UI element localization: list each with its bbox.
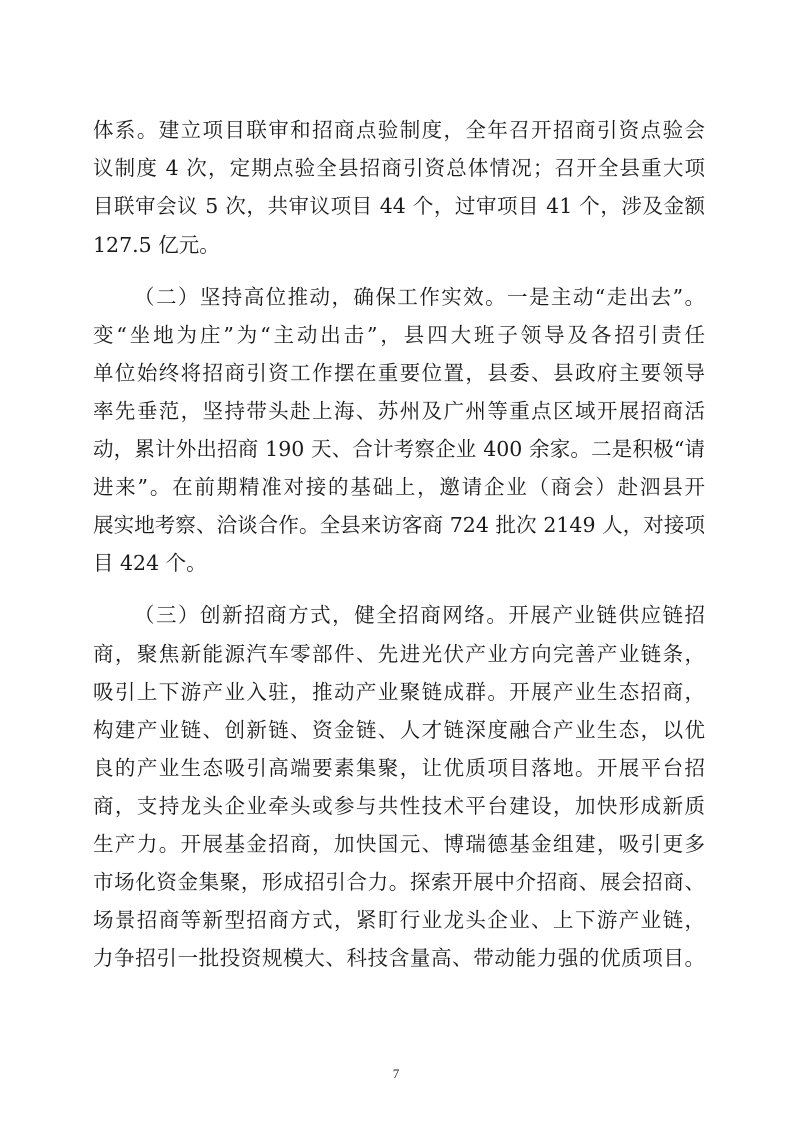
body-text-line: 展实地考察、洽谈合作。全县来访客商 724 批次 2149 人，对接项 [93, 513, 705, 537]
body-text-line: 生产力。开展基金招商，加快国元、博瑞德基金组建，吸引更多 [93, 832, 705, 856]
body-text-line: 动，累计外出招商 190 天、合计考察企业 400 余家。二是积极“请 [93, 437, 705, 461]
body-text-line: 率先垂范，坚持带头赴上海、苏州及广州等重点区域开展招商活 [93, 399, 705, 423]
body-text-line: 体系。建立项目联审和招商点验制度，全年召开招商引资点验会 [93, 118, 705, 142]
body-text-line: 市场化资金集聚，形成招引合力。探索开展中介招商、展会招商、 [93, 870, 705, 894]
body-text-line: 变“坐地为庄”为“主动出击”，县四大班子领导及各招引责任 [93, 323, 705, 347]
body-text-line: 进来”。在前期精准对接的基础上，邀请企业（商会）赴泗县开 [93, 475, 705, 499]
body-text-line: 力争招引一批投资规模大、科技含量高、带动能力强的优质项目。 [93, 946, 705, 970]
section-heading-line: （二）坚持高位推动，确保工作实效。一是主动“走出去”。 [134, 285, 705, 309]
body-text-line: 吸引上下游产业入驻，推动产业聚链成群。开展产业生态招商， [93, 680, 705, 704]
body-text-line: 商，支持龙头企业牵头或参与共性技术平台建设，加快形成新质 [93, 794, 705, 818]
section-heading-line: （三）创新招商方式，健全招商网络。开展产业链供应链招 [134, 603, 705, 627]
body-text-line: 议制度 4 次，定期点验全县招商引资总体情况；召开全县重大项 [93, 156, 705, 180]
body-text-line: 目联审会议 5 次，共审议项目 44 个，过审项目 41 个，涉及金额 [93, 194, 705, 218]
body-text-line: 良的产业生态吸引高端要素集聚，让优质项目落地。开展平台招 [93, 756, 705, 780]
body-text-line: 商，聚焦新能源汽车零部件、先进光伏产业方向完善产业链条， [93, 642, 705, 666]
body-text-line: 构建产业链、创新链、资金链、人才链深度融合产业生态，以优 [93, 718, 705, 742]
body-text-line: 场景招商等新型招商方式，紧盯行业龙头企业、上下游产业链， [93, 908, 705, 932]
body-text-line: 单位始终将招商引资工作摆在重要位置，县委、县政府主要领导 [93, 361, 705, 385]
body-text-line: 127.5 亿元。 [93, 233, 220, 257]
body-text-line: 目 424 个。 [93, 551, 207, 575]
page-number: 7 [392, 1066, 400, 1081]
